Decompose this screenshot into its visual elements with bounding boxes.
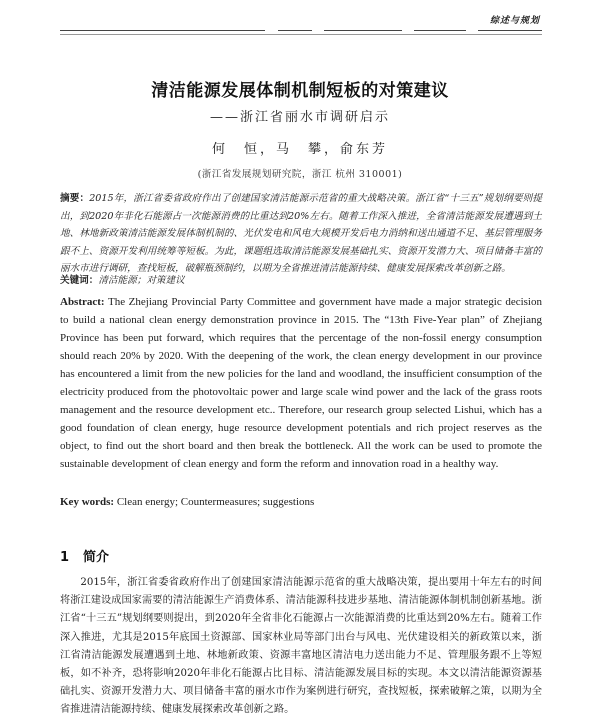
header-rule-thin: [60, 34, 542, 35]
keywords-zh-label: 关键词：: [60, 275, 99, 286]
header-rule-segment: [324, 30, 402, 31]
abstract-en-text: The Zhejiang Provincial Party Committee and government have made a major strategic decision to build a national clean energy demonstration province in 2015. The “13th Five-Year plan” of Zhejiang Province has been put forward, which requires that the percentage of the non-fossil energy consumption should reach 20% by 2020. With the deepening of the work, the clean energy development in our province has encountered a limit from the new policies for the land and woodland, the insufficient consumption of the electricity produced from the photovoltaic power and large scale wind power and the lack of the grass roots management and the resource development etc.. Therefore, our research group selected Lishui, which has a good foundation of clean energy, huge resource development potentials and rich project reserves as the object, to find out the short board and then break the bottleneck. All the work can be used to promote the sustainable development of clean energy and form the reform and innovation road in a healthy way.: [60, 296, 542, 470]
abstract-zh-text: 2015年，浙江省委省政府作出了创建国家清洁能源示范省的重大战略决策。浙江省“十三五”规划纲要则提出，到2020年非化石能源占一次能源消费的比重达到20%左右。随着工作深入推进，全省清洁能源发展遭遇到土地、林地新政策清洁能源发展体制机制的、光伏发电和风电大规模开发后电力消纳和送出通道不足、基层管理服务跟不上、资源开发利用统筹等短板。为此，课题组选取清洁能源发展基础扎实、资源开发潜力大、项目储备丰富的丽水市进行调研，查找短板，破解瓶颈制约，以期为全省推进清洁能源持续、健康发展探索改革创新之路。: [60, 193, 542, 274]
header-rule: [60, 30, 542, 36]
affiliation: (浙江省发展规划研究院，浙江 杭州 310001): [197, 169, 403, 180]
abstract-zh-label: 摘要：: [60, 193, 90, 204]
paper-subtitle: ——浙江省丽水市调研启示: [209, 110, 390, 125]
header-rule-segment: [278, 30, 312, 31]
keywords-zh: [60, 272, 542, 286]
keywords-en-label: Key words:: [60, 496, 115, 508]
header-rule-segment: [414, 30, 466, 31]
authors: 何 恒，马 攀，俞东芳: [211, 142, 388, 157]
paper-title: 清洁能源发展体制机制短板的对策建议: [151, 81, 449, 101]
running-header: 综述与规划: [489, 16, 540, 26]
abstract-zh: [60, 190, 542, 278]
keywords-zh-text: 清洁能源；对策建议: [98, 275, 185, 286]
keywords-en-text: Clean energy; Countermeasures; suggestions: [116, 496, 315, 508]
header-rule-segment: [60, 30, 265, 31]
body-paragraph: 2015年，浙江省委省政府作出了创建国家清洁能源示范省的重大战略决策，提出要用十年左右的时间将浙江建设成国家需要的清洁能源生产消费体系、清洁能源科技进步基地、清洁能源体制机制创新基地。浙江省“十三五”规划纲要则提出，到2020年全省非化石能源占一次能源消费的比重达到20%左右。随着工作深入推进，尤其是2015年底国土资源部、国家林业局等部门出台与风电、光伏建设相关的新政策以来，浙江省清洁能源发展遭遇到土地、林地新政策、资源丰富地区清洁电力送出能力不足、管理服务跟不上等短板，如不补齐，恐将影响2020年非化石能源占比目标、清洁能源发展目标的实现。本文以清洁能源资源基础扎实、资源开发潜力大、项目储备丰富的丽水市作为案例进行研究，查找短板，探索破解之策，以期为全省推进清洁能源持续、健康发展探索改革创新之路。: [60, 577, 542, 716]
abstract-en: [60, 293, 542, 473]
keywords-en: [60, 496, 542, 508]
section-number: 1: [60, 550, 70, 565]
header-rule-segment: [478, 30, 542, 31]
section-title: 简介: [83, 550, 110, 565]
abstract-en-label: Abstract:: [60, 296, 105, 308]
section-heading: [60, 546, 109, 565]
